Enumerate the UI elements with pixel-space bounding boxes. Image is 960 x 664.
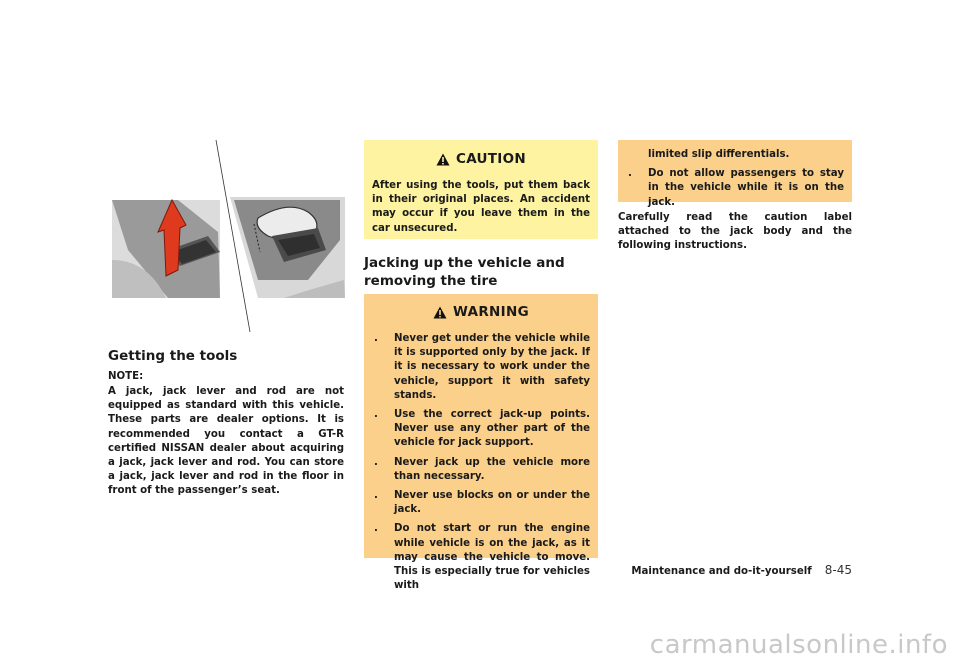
caution-text: After using the tools, put them back in their original places. An accident may occur if you leave them in the car unsecured. [372, 180, 590, 234]
list-item: limited slip differentials. [648, 149, 790, 160]
warning-continued-list [626, 148, 844, 210]
warning-title: WARNING [453, 304, 529, 320]
list-item: . Never jack up the vehicle more than necessary. [374, 456, 590, 482]
getting-tools-heading: Getting the tools [108, 348, 238, 364]
jacking-heading: Jacking up the vehicle and removing the tire [364, 255, 565, 289]
footer-section-label: Maintenance and do-it-yourself [631, 566, 812, 577]
caution-box [364, 140, 598, 239]
list-item: . Use the correct jack-up points. Never use any other part of the vehicle for jack support. [374, 409, 590, 449]
list-item: . Never get under the vehicle while it is supported only by the jack. If it is necessary to work under the vehicle, support it with safety stands. [374, 333, 590, 401]
list-item: . Do not allow passengers to stay in the vehicle while it is on the jack. [628, 168, 844, 208]
note-paragraph: A jack, jack lever and rod are not equipped as standard with this vehicle. These parts are dealer options. It is recommended you contact a GT-R certified NISSAN dealer about acquiring a jack, jack lever and rod. You can store a jack, jack lever and rod in the floor in front of the passenger’s seat. [108, 386, 344, 497]
list-item: . Never use blocks on or under the jack. [374, 490, 590, 516]
tool-storage-illustration [108, 140, 345, 332]
list-item: . Do not start or run the engine while vehicle is on the jack, as it may cause the vehicle to move. This is especially true for vehicles with [374, 523, 590, 592]
warning-list [372, 332, 590, 593]
note-label: NOTE: [108, 371, 144, 382]
warning-title-row [364, 304, 598, 320]
tool-storage-figure [108, 140, 345, 332]
warning-triangle-icon [436, 153, 450, 166]
warning-triangle-icon [433, 306, 447, 319]
page-footer [620, 559, 852, 578]
caution-label-paragraph: Carefully read the caution label attached to the jack body and the following instructions. [618, 212, 852, 252]
page-number: 8-45 [824, 563, 852, 577]
caution-title-row [364, 151, 598, 167]
watermark: carmanualsonline.info [649, 630, 948, 660]
caution-title: CAUTION [455, 151, 526, 167]
warning-box [364, 294, 598, 592]
warning-continued-box [618, 140, 852, 208]
